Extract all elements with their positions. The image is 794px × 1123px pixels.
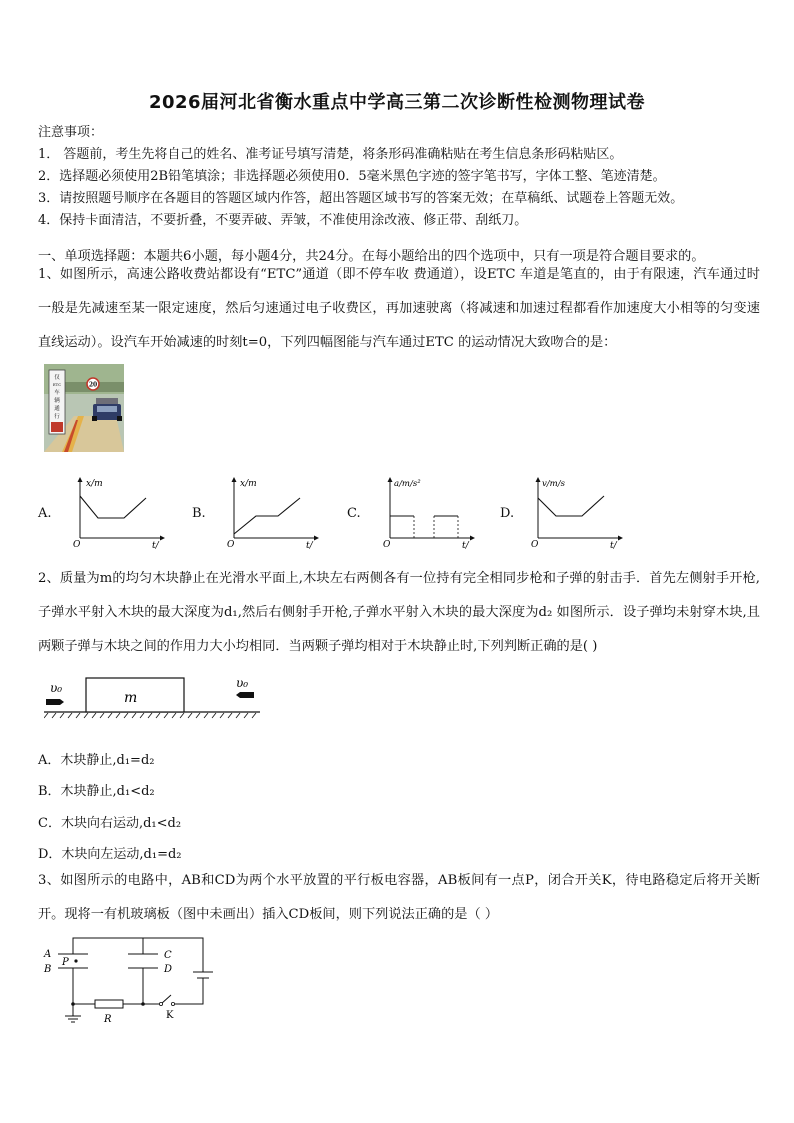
- notice-heading: 注意事项：: [38, 125, 104, 140]
- question-3-text: 3、如图所示的电路中，AB和CD为两个水平放置的平行板电容器，AB板间有一点P，闭合开关K，待电路稳定后将开关断开。现将一有机玻璃板（图中未画出）插入CD板间，则下列说法正确的是（ ）: [38, 873, 760, 922]
- sign-char-3: 车: [54, 390, 60, 396]
- notice-item-4: 4．保持卡面清洁，不要折叠，不要弄破、弄皱，不准使用涂改液、修正带、刮纸刀。: [38, 213, 528, 228]
- plate-b-label: B: [44, 964, 52, 975]
- plate-d-label: D: [164, 964, 173, 975]
- sign-char-6: 行: [54, 414, 60, 420]
- question-1-text: 1、如图所示，高速公路收费站都设有“ETC”通道（即不停车收 费通道），设ETC 车道是笔直的，由于有限速，汽车通过时一般是先减速至某一限定速度，然后匀速通过电子收费区，再加速驶离（将减速和加速过程都看作加速度大小相等的匀变速直线运动）。设汽车开始减速的时刻t=0，下列四幅图能与汽车通过ETC 的运动情况大致吻合的是：: [38, 267, 760, 350]
- option-b-origin: O: [227, 540, 235, 550]
- notice-item-3: 3．请按照题号顺序在各题目的答题区域内作答，超出答题区域书写的答案无效；在草稿纸、试题卷上答题无效。: [38, 191, 684, 206]
- etc-lane-photo: [44, 364, 124, 452]
- capacitor-circuit: [40, 932, 220, 1028]
- q2-option-d: D．木块向左运动,d₁=d₂: [38, 847, 182, 862]
- q2-option-c: C．木块向右运动,d₁<d₂: [38, 816, 182, 831]
- option-c-ylabel: a/m/s²: [394, 479, 421, 489]
- option-c-origin: O: [383, 540, 391, 550]
- right-bullet-velocity: υ₀: [236, 676, 249, 690]
- bullet-block-figure: [44, 672, 264, 722]
- option-a-ylabel: x/m: [86, 479, 103, 489]
- point-p-dot: [74, 959, 77, 962]
- left-bullet-velocity: υ₀: [50, 681, 63, 695]
- option-c-xlabel: t/: [462, 541, 469, 550]
- option-a-label: A.: [38, 506, 52, 521]
- sign-char-4: 辆: [54, 398, 60, 404]
- sign-char-5: 通: [54, 406, 60, 412]
- left-bullet-icon: [46, 699, 64, 705]
- resistor-r-label: R: [104, 1014, 112, 1025]
- option-d-label: D.: [500, 506, 515, 521]
- option-a-xlabel: t/: [152, 541, 159, 550]
- option-d-xlabel: t/: [610, 541, 617, 550]
- q2-option-b: B．木块静止,d₁<d₂: [38, 784, 155, 799]
- plate-c-label: C: [164, 950, 172, 961]
- speed-limit-value: 20: [88, 381, 98, 389]
- q2-option-a: A．木块静止,d₁=d₂: [38, 753, 155, 768]
- option-d-ylabel: v/m/s: [542, 479, 565, 489]
- right-bullet-icon: [236, 692, 254, 698]
- option-a-graph: [68, 476, 168, 550]
- option-c-label: C.: [347, 506, 361, 521]
- option-a-origin: O: [73, 540, 81, 550]
- option-b-graph: [222, 476, 322, 550]
- page-title: 2026届河北省衡水重点中学高三第二次诊断性检测物理试卷: [148, 92, 646, 113]
- plate-a-label: A: [44, 949, 52, 960]
- block-mass-label: m: [124, 690, 138, 706]
- sign-char-2: ETC: [52, 382, 62, 387]
- switch-k-label: K: [166, 1010, 174, 1021]
- sign-char-1: 仅: [54, 375, 60, 381]
- point-p-label: P: [62, 957, 69, 968]
- option-b-label: B.: [192, 506, 206, 521]
- option-c-graph: [378, 476, 478, 550]
- option-d-graph: [526, 476, 626, 550]
- question-2-text: 2、质量为m的均匀木块静止在光滑水平面上,木块左右两侧各有一位持有完全相同步枪和子弹的射击手．首先左侧射手开枪,子弹水平射入木块的最大深度为d₁,然后右侧射手开枪,子弹水平射入木块的最大深度为d₂ 如图所示．设子弹均未射穿木块,且两颗子弹与木块之间的作用力大小均相同．当两颗子弹均相对于木块静止时,下列判断正确的是( ): [38, 571, 760, 654]
- option-d-origin: O: [531, 540, 539, 550]
- option-b-xlabel: t/: [306, 541, 313, 550]
- notice-item-2: 2．选择题必须使用2B铅笔填涂；非选择题必须使用0．5毫米黑色字迹的签字笔书写，字体工整、笔迹清楚。: [38, 169, 666, 184]
- notice-item-1: 1． 答题前，考生先将自己的姓名、准考证号填写清楚，将条形码准确粘贴在考生信息条形码粘贴区。: [38, 147, 623, 162]
- option-b-ylabel: x/m: [240, 479, 257, 489]
- section-heading: 一、单项选择题：本题共6小题，每小题4分，共24分。在每小题给出的四个选项中，只有一项是符合题目要求的。: [38, 249, 705, 264]
